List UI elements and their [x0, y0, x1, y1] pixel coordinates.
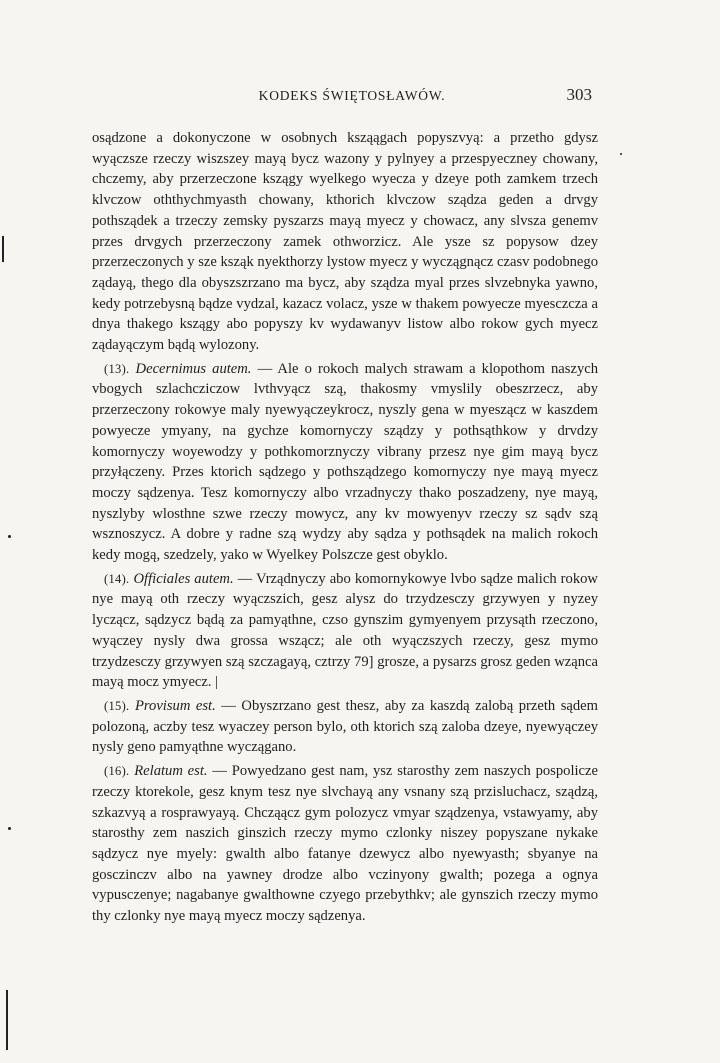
- scan-margin-mark: [6, 990, 8, 1050]
- paragraph-text: — Ale o rokoch malych strawam a klopothom naszych vbogych szlachcziczow lvthvyącz szą, thakosmy vmyslily obeszrzecz, aby przerzeczony rokowye maly nyewyączeykrocz, nyszly gena w myeszącz w kaszdem powyecze ymyany, na gychze komornyczy sządzy y pothsąthkow y drvdzy komornyczy woyewodzy y pothkomorznyczy vibrany przesz nye gim mayą bycz przyłączeny. Przes ktorich sądzego y pothsządzego komornyczy nye mayą myecz moczy sądzenya. Tesz komornyczy albo vrzadnyczy thako poszadzeny, nye mayą, nyszlyby wlosthne szwe rzeczy mowycz, any kv mowyenyv rzeczy sz sądv szą wsznoszycz. A dobre y radne szą wydzy aby sądza y pothsądek na malich rokoch kedy mogą, szedzely, yako w Wyelkey Polszcze gest obyklo.: [92, 360, 599, 564]
- paragraph-continued: [92, 128, 598, 356]
- paragraph-13: [92, 359, 598, 566]
- page-header: [92, 85, 612, 112]
- paragraph-text: — Obyszrzano gest thesz, aby za kaszdą zalobą przeth sądem polozoną, aczby tesz wyaczey person bylo, oth ktorich szą zaloba dzeye, nyewyączey nysly geno pamyąthne wyczągano.: [92, 697, 598, 756]
- scan-margin-dot: [8, 535, 11, 538]
- scan-margin-dot: [8, 827, 11, 830]
- section-incipit: Provisum est.: [134, 697, 216, 714]
- paragraph-text: osądzone a dokonyczone w osobnych ksząągach popyszvyą: a przetho gdysz wyączsze rzeczy wiszszey mayą bycz wazony y pylnyey a przespyeczney chowany, chczemy, aby przerzeczone kszągy wyelkego wyecza y dzeye poth zamkem trzech klvczow oththychmyasth chowany, kthorich klvczow sządza geden a drvgy pothsządek a trzeczy zemsky pyszarzs mayą myecz y chowacz, any slvsza genemv przes drvgych przerzeczony zamek othworzicz. Ale ysze sz popysow dzey przerzeczonych y sze ksząk nyekthorzy lystow myecz y wyczągnącz czasv podobnego ządayą, thego dla obyszszrzano ma bycz, aby sządza myal przes slvzebnyka yawno, kedy potrzebysną bądze vydzal, kazacz volacz, ysze w thakem powyecze myesczcza a dnya thakego kszągy abo popyszy kv wydawanyv listow albo rokow gych myecz ządayączym bądą wylozony.: [92, 130, 598, 354]
- paragraph-16: [92, 761, 598, 927]
- page-number: 303: [566, 85, 592, 104]
- paragraph-14: [92, 569, 598, 693]
- paragraph-text: — Powyedzano gest nam, ysz starosthy zem naszych pospolicze rzeczy ktorekole, gesz knym tesz nye slvchayą any vsnany szą przisluchacz, sządzą, szkazvyą a rosprawyayą. Chcząącz gym polozycz vmyar sządzenya, vstawyamy, aby starosthy zem naszich ginszich rzeczy mymo czlonky niszey popyszane nykake sądzycz nye myely: gwalth albo fatanye dzewycz albo nyewyasth; sbyanye na gosczinczv albo na yawney drodze albo vczinyony gwalth; pozega a ognya vypusczenye; nagabanye gwalthowne czyego przebythkv; ale gynszich rzeczy mymo thy czlonky nye mayą myecz moczy sądzenya.: [92, 763, 598, 925]
- section-number: (15).: [104, 698, 130, 713]
- section-incipit: Officiales autem.: [133, 570, 234, 587]
- body-text: [92, 128, 598, 930]
- section-incipit: Relatum est.: [134, 763, 208, 780]
- paragraph-15: [92, 696, 598, 758]
- scan-margin-dot: [620, 153, 622, 155]
- running-title: KODEKS ŚWIĘTOSŁAWÓW.: [258, 88, 446, 103]
- scan-margin-mark: [2, 236, 4, 262]
- paragraph-text: — Vrządnyczy abo komornykowye lvbo sądze malich rokow nye mayą oth rzeczy wyączszich, gesz alysz do trzydzesczy grzywyen y nyzey lyczącz, sądzycz bądą za pamyąthne, czso gynszim gymyenyem przysąth rzeczono, wyączey nysly dwa grossa wszącz; ale oth wyączszych rzeczy, gesz mymo trzydzesczy grzywyen szą szczagayą, cztrzy 79] grosze, a pysarzs grosz geden wząnca mayą mocz ymyecz. |: [92, 570, 598, 691]
- section-number: (14).: [104, 571, 130, 586]
- section-number: (16).: [104, 764, 130, 779]
- section-number: (13).: [104, 361, 130, 376]
- section-incipit: Decernimus autem.: [135, 360, 252, 377]
